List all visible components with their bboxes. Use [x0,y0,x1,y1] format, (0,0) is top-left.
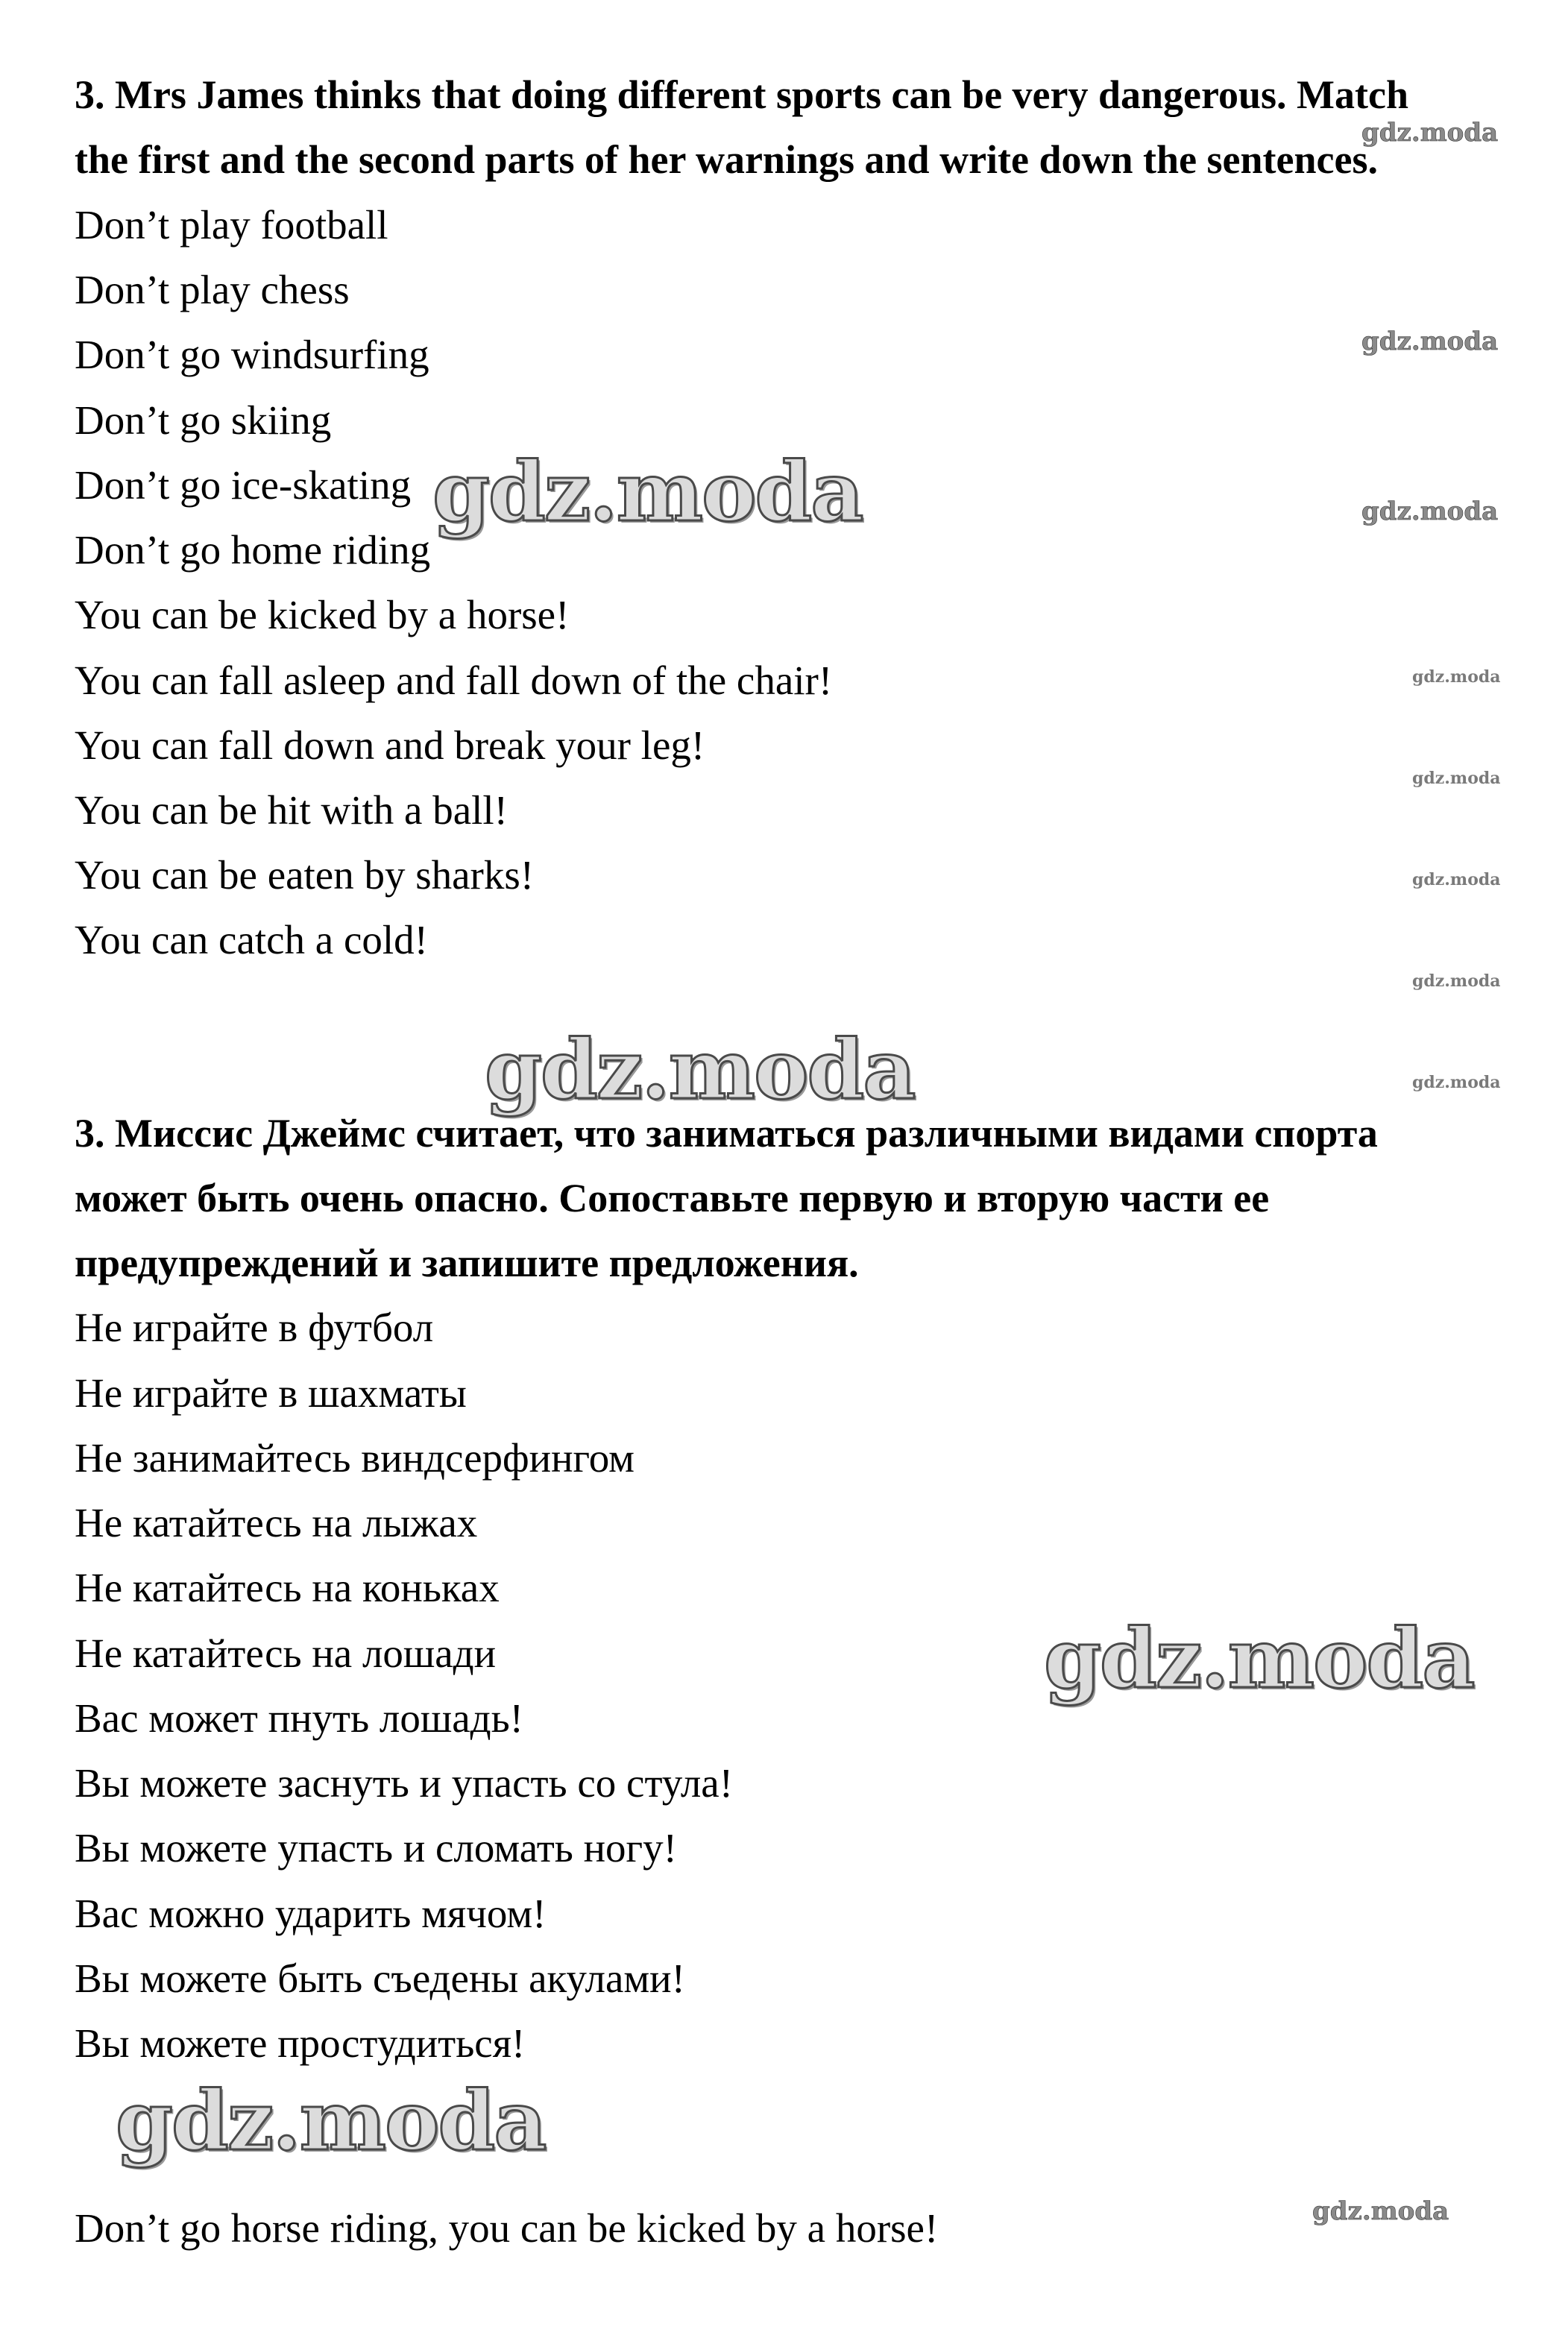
russian-line: Вас можно ударить мячом! [75,1891,547,1936]
watermark: gdz.moda [1361,118,1499,148]
watermark-large: gdz.moda [1044,1610,1474,1707]
russian-line: Вы можете быть съедены акулами! [75,1956,685,2001]
russian-line: Не катайтесь на коньках [75,1565,500,1610]
watermark: gdz.moda [1412,971,1501,991]
watermark-large: gdz.moda [432,444,863,540]
watermark: gdz.moda [1412,870,1501,889]
english-line: You can be kicked by a horse! [75,592,570,637]
english-line: Don’t play chess [75,267,350,312]
english-line: Don’t play football [75,202,388,248]
english-line: Don’t go skiing [75,397,332,443]
russian-line: Не играйте в шахматы [75,1370,467,1416]
russian-line: Не играйте в футбол [75,1305,434,1350]
watermark: gdz.moda [1412,667,1501,687]
english-heading-line-1: 3. Mrs James thinks that doing different sports can be very dangerous. Match [75,72,1408,117]
russian-line: Вас может пнуть лошадь! [75,1695,523,1741]
english-line: You can be eaten by sharks! [75,852,535,898]
russian-line: Не занимайтесь виндсерфингом [75,1435,635,1481]
watermark: gdz.moda [1312,2196,1449,2226]
english-line: Don’t go windsurfing [75,332,429,377]
watermark: gdz.moda [1412,1073,1501,1092]
watermark-large: gdz.moda [116,2073,546,2169]
english-heading-line-2: the first and the second parts of her warnings and write down the sentences. [75,137,1378,182]
english-line: Don’t go home riding [75,527,431,573]
watermark: gdz.moda [1412,769,1501,788]
english-line: Don’t go ice-skating [75,462,412,508]
russian-line: Не катайтесь на лошади [75,1630,497,1676]
english-line: You can fall down and break your leg! [75,722,705,768]
answer-line: Don’t go horse riding, you can be kicked by a horse! [75,2205,939,2251]
english-line: You can catch a cold! [75,917,428,962]
russian-line: Вы можете упасть и сломать ногу! [75,1825,677,1871]
watermark-large: gdz.moda [485,1021,915,1118]
russian-heading-line-2: может быть очень опасно. Сопоставьте первую и вторую части ее [75,1176,1270,1220]
english-line: You can be hit with a ball! [75,787,508,833]
watermark: gdz.moda [1361,497,1499,526]
english-line: You can fall asleep and fall down of the chair! [75,658,833,703]
russian-line: Не катайтесь на лыжах [75,1500,478,1545]
russian-heading-line-1: 3. Миссис Джеймс считает, что заниматься различными видами спорта [75,1111,1378,1156]
russian-line: Вы можете простудиться! [75,2020,526,2066]
russian-line: Вы можете заснуть и упасть со стула! [75,1760,734,1806]
watermark: gdz.moda [1361,327,1499,356]
russian-heading-line-3: предупреждений и запишите предложения. [75,1241,859,1285]
